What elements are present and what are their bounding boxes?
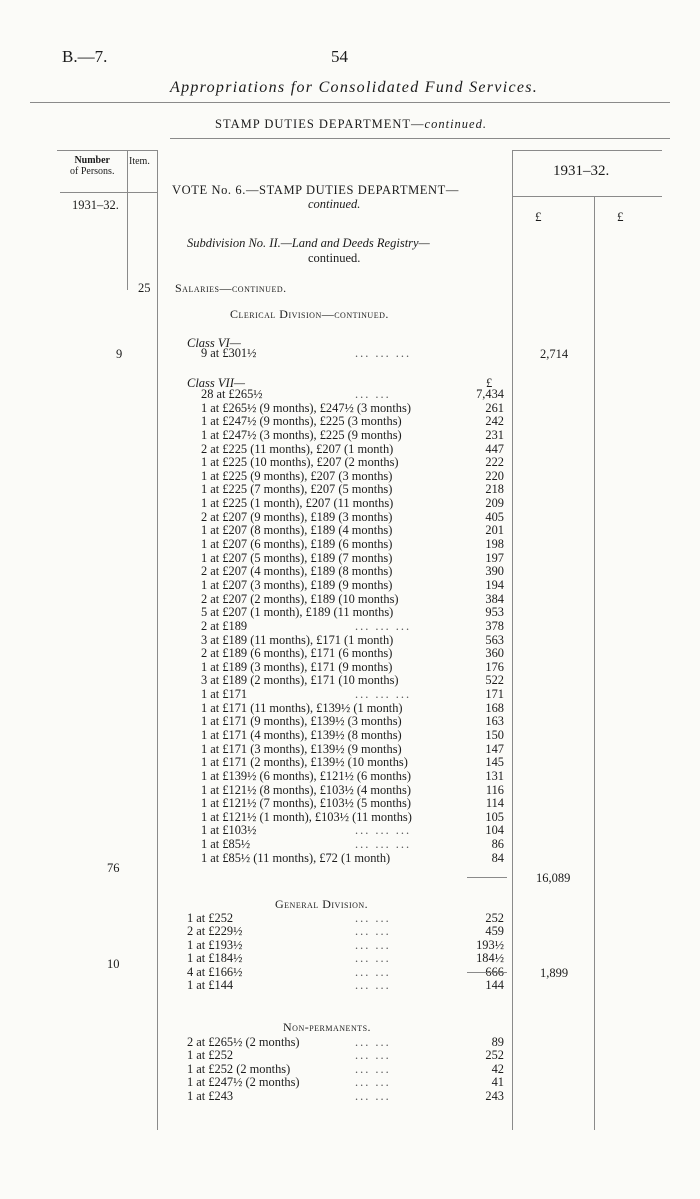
row-description: 1 at £85½ (11 months), £72 (1 month) (201, 850, 391, 865)
row-leader-dots: ... ... ... (355, 618, 412, 633)
subdivision-continued: continued. (308, 251, 361, 265)
row-amount: 252 (485, 1048, 504, 1063)
table-row (0, 797, 700, 811)
non-permanents-heading: Non-permanents. (283, 1020, 372, 1034)
pound-sign-col1: £ (535, 209, 542, 224)
column-top-rule-left (57, 150, 157, 151)
vote-continued: continued. (308, 197, 361, 211)
row-leader-dots: ... ... (355, 964, 391, 979)
table-row (0, 443, 700, 457)
table-row (0, 1049, 700, 1063)
row-amount: 201 (485, 523, 504, 538)
row-leader-dots: ... ... (355, 978, 391, 992)
table-row (0, 661, 700, 675)
row-amount: 252 (485, 911, 504, 925)
table-row (0, 402, 700, 416)
row-description: 1 at £144 (187, 978, 234, 992)
row-amount: 522 (485, 673, 504, 688)
row-amount: 218 (485, 482, 504, 497)
table-row (0, 770, 700, 784)
class-vi-label: Class VI— (187, 336, 241, 350)
table-row (0, 939, 700, 953)
row-description: 1 at £207 (6 months), £189 (6 months) (201, 537, 393, 552)
row-description: 1 at £121½ (7 months), £103½ (5 months) (201, 796, 411, 811)
table-row (0, 497, 700, 511)
row-description: 1 at £171 (11 months), £139½ (1 month) (201, 700, 403, 715)
clerical-division-heading: Clerical Division—continued. (230, 307, 389, 321)
row-description: 1 at £121½ (1 month), £103½ (11 months) (201, 809, 412, 824)
row-amount: 105 (485, 809, 504, 824)
row-amount: 42 (491, 1061, 504, 1076)
general-division-heading: General Division. (275, 897, 369, 911)
class-vi-total: 2,714 (540, 347, 569, 361)
row-amount: 198 (485, 537, 504, 552)
row-amount: 447 (485, 441, 504, 456)
row-amount: 7,434 (476, 387, 504, 401)
row-description: 2 at £225 (11 months), £207 (1 month) (201, 441, 394, 456)
table-row (0, 524, 700, 538)
table-row (0, 1090, 700, 1104)
general-subtotal-rule (467, 972, 507, 973)
row-amount: 405 (485, 509, 504, 524)
table-row (0, 1076, 700, 1090)
document-code: B.—7. (62, 47, 108, 66)
row-description: 1 at £207 (8 months), £189 (4 months) (201, 523, 393, 538)
row-description: 1 at £207 (5 months), £189 (7 months) (201, 550, 393, 565)
table-row (0, 1036, 700, 1050)
row-description: 1 at £265½ (9 months), £247½ (3 months) (201, 400, 411, 415)
table-row (0, 456, 700, 470)
table-row (0, 415, 700, 429)
row-description: 2 at £189 (6 months), £171 (6 months) (201, 646, 393, 661)
row-leader-dots: ... ... ... (355, 346, 412, 360)
row-description: 1 at £171 (4 months), £139½ (8 months) (201, 728, 402, 742)
vote-title: VOTE No. 6.—STAMP DUTIES DEPARTMENT— (172, 183, 459, 197)
row-description: 1 at £247½ (3 months), £225 (9 months) (201, 427, 402, 442)
row-amount: 384 (485, 591, 504, 606)
table-row (0, 470, 700, 484)
row-description: 1 at £207 (3 months), £189 (9 months) (201, 577, 393, 592)
row-amount: 145 (485, 755, 504, 770)
row-amount: 163 (485, 714, 504, 729)
row-description: 2 at £189 (201, 618, 248, 633)
number-heading-line2: of Persons. (70, 166, 115, 177)
row-leader-dots: ... ... (355, 924, 391, 939)
row-description: 1 at £121½ (8 months), £103½ (4 months) (201, 782, 411, 797)
row-description: 2 at £207 (2 months), £189 (10 months) (201, 591, 399, 606)
row-amount: 378 (485, 618, 504, 633)
table-row (0, 552, 700, 566)
table-row (0, 620, 700, 634)
row-amount: 231 (485, 427, 504, 442)
department-rule (170, 138, 670, 139)
row-amount: 194 (485, 577, 504, 592)
row-leader-dots: ... ... (355, 1088, 391, 1103)
row-leader-dots: ... ... (355, 1035, 391, 1049)
row-leader-dots: ... ... (355, 951, 391, 966)
row-amount: 242 (485, 414, 504, 429)
row-description: 1 at £225 (10 months), £207 (2 months) (201, 455, 399, 470)
table-row (0, 979, 700, 993)
general-total: 1,899 (540, 966, 569, 980)
table-row (0, 912, 700, 926)
row-amount: 176 (485, 659, 504, 674)
table-row (0, 511, 700, 525)
header-rule (30, 102, 670, 103)
row-description: 4 at £166½ (187, 964, 243, 979)
row-amount: 86 (491, 837, 504, 852)
row-description: 1 at £103½ (201, 823, 257, 838)
class-vi-persons: 9 (116, 347, 123, 361)
table-row (0, 811, 700, 825)
class-vii-subtotal-rule (467, 877, 507, 878)
row-leader-dots: ... ... ... (355, 823, 412, 838)
row-leader-dots: ... ... (355, 937, 391, 952)
row-amount: 147 (485, 741, 504, 756)
row-description: 1 at £193½ (187, 937, 243, 952)
item-heading: Item. (129, 156, 150, 167)
department-heading (215, 117, 487, 132)
row-description: 1 at £252 (187, 911, 234, 925)
number-of-persons-heading (70, 155, 114, 177)
row-leader-dots: ... ... (355, 1048, 391, 1063)
row-amount: 193½ (476, 937, 504, 952)
table-row (0, 538, 700, 552)
table-row (0, 634, 700, 648)
department-continued: continued. (424, 117, 487, 131)
row-amount: 184½ (476, 951, 504, 966)
row-amount: 116 (485, 782, 504, 797)
row-amount: 243 (485, 1088, 504, 1103)
row-amount: 459 (485, 924, 504, 939)
row-amount: 131 (485, 768, 504, 783)
row-amount: 84 (491, 850, 504, 865)
table-row (0, 429, 700, 443)
row-description: 1 at £85½ (201, 837, 251, 852)
row-description: 1 at £184½ (187, 951, 243, 966)
row-amount: 168 (485, 700, 504, 715)
class-vii-total: 16,089 (536, 871, 571, 885)
column-heading-rule-left (60, 192, 157, 193)
row-description: 2 at £207 (4 months), £189 (8 months) (201, 564, 393, 579)
row-amount: 41 (491, 1075, 504, 1090)
row-description: 1 at £247½ (2 months) (187, 1075, 300, 1090)
row-amount: 390 (485, 564, 504, 579)
row-amount: 171 (485, 687, 504, 702)
row-description: 1 at £225 (1 month), £207 (11 months) (201, 496, 394, 511)
row-description: 5 at £207 (1 month), £189 (11 months) (201, 605, 394, 620)
table-row (0, 579, 700, 593)
row-description: 1 at £252 (187, 1048, 234, 1063)
table-row (0, 966, 700, 980)
column-heading-rule-right (512, 196, 662, 197)
subdivision-title: Subdivision No. II.—Land and Deeds Registry— (187, 236, 430, 250)
class-vii-persons: 76 (107, 861, 120, 875)
table-row (0, 852, 700, 866)
row-description: 1 at £171 (3 months), £139½ (9 months) (201, 741, 402, 756)
table-row (0, 729, 700, 743)
page-title: Appropriations for Consolidated Fund Services. (170, 79, 539, 96)
table-row (0, 565, 700, 579)
table-row (0, 647, 700, 661)
salaries-heading: Salaries—continued. (175, 281, 287, 295)
row-amount: 563 (485, 632, 504, 647)
table-row (0, 743, 700, 757)
row-description: 1 at £252 (2 months) (187, 1061, 291, 1076)
row-description: 2 at £207 (9 months), £189 (3 months) (201, 509, 393, 524)
column-top-rule-right (512, 150, 662, 151)
table-row (0, 756, 700, 770)
row-description: 1 at £225 (7 months), £207 (5 months) (201, 482, 393, 497)
table-row (0, 925, 700, 939)
year-heading-left: 1931–32. (72, 198, 119, 212)
table-row (0, 784, 700, 798)
table-row (0, 952, 700, 966)
row-description: 1 at £189 (3 months), £171 (9 months) (201, 659, 393, 674)
row-description: 1 at £171 (2 months), £139½ (10 months) (201, 755, 408, 770)
row-description: 3 at £189 (2 months), £171 (10 months) (201, 673, 399, 688)
row-leader-dots: ... ... ... (355, 837, 412, 852)
number-heading-line1: Number (74, 155, 110, 166)
department-name: STAMP DUTIES DEPARTMENT— (215, 117, 425, 131)
row-leader-dots: ... ... (355, 1075, 391, 1090)
table-row (0, 838, 700, 852)
row-description: 1 at £247½ (9 months), £225 (3 months) (201, 414, 402, 429)
row-leader-dots: ... ... (355, 387, 391, 401)
row-description: 9 at £301½ (201, 346, 257, 360)
row-amount: 222 (485, 455, 504, 470)
table-row (0, 715, 700, 729)
row-amount: 150 (485, 728, 504, 742)
table-row (0, 593, 700, 607)
row-leader-dots: ... ... (355, 911, 391, 925)
row-amount: 104 (485, 823, 504, 838)
general-persons: 10 (107, 957, 120, 971)
row-amount: 261 (485, 400, 504, 415)
row-amount: 953 (485, 605, 504, 620)
table-row (0, 824, 700, 838)
row-amount: 209 (485, 496, 504, 511)
table-row (0, 688, 700, 702)
row-amount: 666 (485, 964, 504, 979)
item-number: 25 (138, 281, 151, 295)
row-description: 1 at £243 (187, 1088, 234, 1103)
class-vii-pound-sign: £ (486, 376, 493, 390)
row-amount: 360 (485, 646, 504, 661)
table-row (0, 1063, 700, 1077)
row-description: 28 at £265½ (201, 387, 263, 401)
row-description: 1 at £225 (9 months), £207 (3 months) (201, 468, 393, 483)
row-description: 2 at £265½ (2 months) (187, 1035, 300, 1049)
row-description: 3 at £189 (11 months), £171 (1 month) (201, 632, 394, 647)
row-amount: 114 (485, 796, 504, 811)
row-amount: 220 (485, 468, 504, 483)
table-row (0, 674, 700, 688)
table-row (0, 606, 700, 620)
row-description: 1 at £171 (201, 687, 248, 702)
item-column-rule (127, 150, 128, 290)
row-leader-dots: ... ... (355, 1061, 391, 1076)
page-number: 54 (331, 47, 348, 66)
row-description: 2 at £229½ (187, 924, 243, 939)
table-row (0, 483, 700, 497)
pound-sign-col2: £ (617, 209, 624, 224)
class-vii-label: Class VII— (187, 376, 245, 390)
table-row (0, 702, 700, 716)
row-description: 1 at £139½ (6 months), £121½ (6 months) (201, 768, 411, 783)
year-heading-right: 1931–32. (553, 163, 610, 179)
class-vi-row (0, 347, 700, 361)
row-amount: 89 (491, 1035, 504, 1049)
row-amount: 197 (485, 550, 504, 565)
row-leader-dots: ... ... ... (355, 687, 412, 702)
row-amount: 144 (485, 978, 504, 992)
table-row (0, 388, 700, 402)
row-description: 1 at £171 (9 months), £139½ (3 months) (201, 714, 402, 729)
